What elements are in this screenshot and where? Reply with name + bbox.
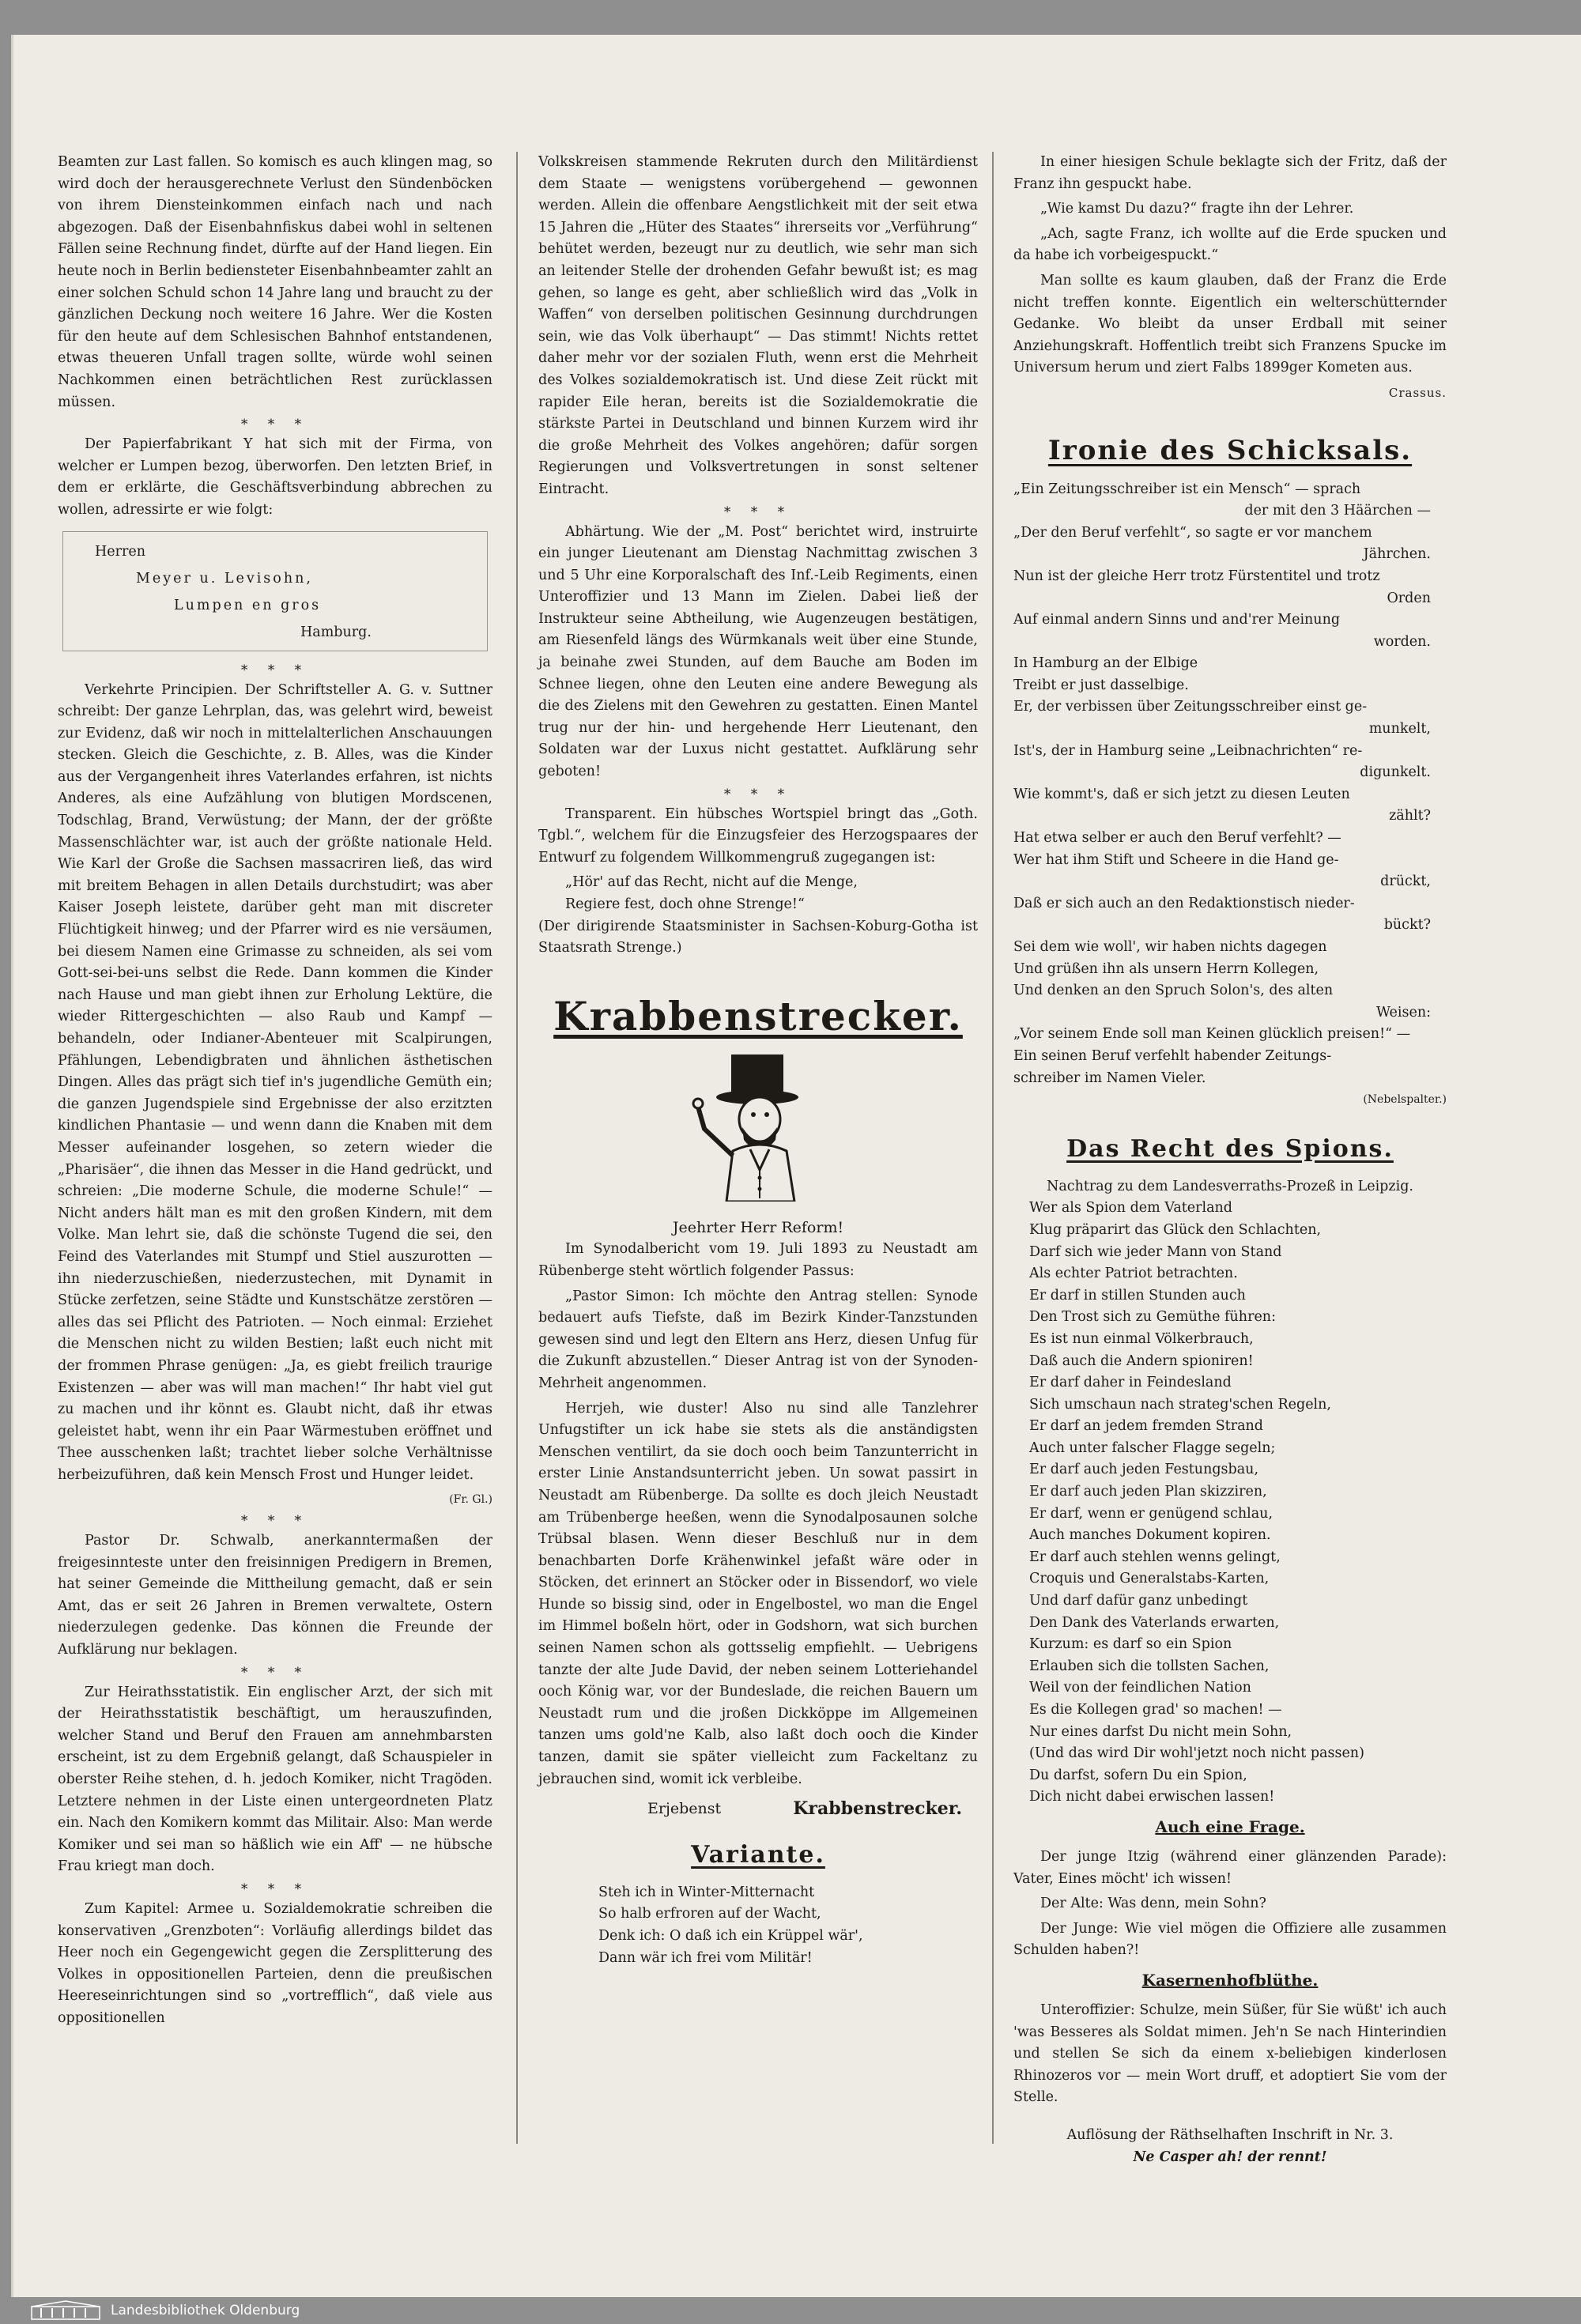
spion-poem bbox=[1013, 1198, 1447, 1809]
address-line: Herren bbox=[95, 543, 145, 560]
poem-line: schreiber im Namen Vieler. bbox=[1013, 1070, 1206, 1086]
column-3 bbox=[1013, 152, 1447, 2168]
poem-line: Dich nicht dabei erwischen lassen! bbox=[1029, 1789, 1275, 1805]
poem-line: Er darf auch jeden Festungsbau, bbox=[1029, 1462, 1259, 1478]
separator-stars: * * * bbox=[240, 1664, 310, 1681]
poem-line: Hat etwa selber er auch den Beruf verfehlt? — bbox=[1013, 830, 1341, 847]
verse-line: „Hör' auf das Recht, nicht auf die Menge, bbox=[565, 874, 858, 891]
article-paragraph: Man sollte es kaum glauben, daß der Franz die Erde nicht treffen konnte. Eigentlich ein welterschütternder Gedanke. Wo bleibt da unser Erdball mit seiner Anziehungskraft. Hoffentlich treibt sich Franzens Spucke im Universum herum und ziert Falbs 1899ger Kometen aus. bbox=[1013, 272, 1447, 376]
poem-line: worden. bbox=[1373, 633, 1431, 650]
library-name: Landesbibliothek Oldenburg bbox=[111, 2303, 300, 2318]
poem-line: Und darf dafür ganz unbedingt bbox=[1029, 1593, 1248, 1609]
article-paragraph: Abhärtung. Wie der „M. Post“ berichtet wird, instruirte ein junger Lieutenant am Dienstag Nachmittag zwischen 3 und 5 Uhr eine Korporalschaft des Inf.-Leib Regiments, einen Unteroffizier und 13 Mann im Zielen. Dabei ließ der Instrukteur seine Abtheilung, wie Augenzeugen bestätigen, am Riesenfeld längs des Würmkanals weit über eine Stunde, ja beinahe zwei Stunden, auf dem Bauche am Boden im Schnee liegen, ohne den Leuten eine andere Bewegung als die des Zielens mit den Gewehren zu gestatten. Einen Mantel trug nur der hin- und hergehende Herr Lieutenant, den Soldaten war der Luxus nicht gestattet. Aufklärung sehr geboten! bbox=[538, 523, 978, 780]
poem-line: Er, der verbissen über Zeitungsschreiber einst ge- bbox=[1013, 699, 1368, 715]
poem-line: Jährchen. bbox=[1363, 546, 1431, 563]
poem-line: der mit den 3 Häärchen — bbox=[1244, 503, 1431, 519]
article-paragraph: Zum Kapitel: Armee u. Sozialdemokratie schreiben die konservativen „Grenzboten“: Vorläufig allerdings bildet das Heer noch ein Gegengewicht gegen die Zersplitterung des Volkes in oppositionellen Parteien, denn die preußischen Heereseinrichtungen sind so „vortrefflich“, daß viele aus oppositionellen bbox=[58, 1900, 492, 2026]
poem-line: Daß er sich auch an den Redaktionstisch nieder- bbox=[1013, 895, 1355, 911]
address-line: Meyer u. Levisohn, bbox=[136, 570, 313, 587]
poem-line: Und denken an den Spruch Solon's, des alten bbox=[1013, 983, 1334, 999]
poem-line: munkelt, bbox=[1368, 721, 1431, 738]
address-line: Lumpen en gros bbox=[174, 597, 322, 613]
separator-stars: * * * bbox=[723, 504, 793, 520]
footer-bar bbox=[0, 2297, 1581, 2324]
poem-line: Den Dank des Vaterlands erwarten, bbox=[1029, 1614, 1280, 1631]
verse-line: So halb erfroren auf der Wacht, bbox=[598, 1906, 821, 1922]
signature bbox=[538, 1798, 978, 1820]
ironie-title: Ironie des Schicksals. bbox=[1047, 434, 1413, 466]
separator-stars: * * * bbox=[240, 1513, 310, 1530]
spion-subtitle: Nachtrag zu dem Landesverraths-Prozeß in Leipzig. bbox=[1047, 1178, 1413, 1194]
poem-line: Weil von der feindlichen Nation bbox=[1029, 1680, 1251, 1696]
poem-line: Er darf auch stehlen wenns gelingt, bbox=[1029, 1549, 1281, 1565]
poem-line: Wie kommt's, daß er sich jetzt zu diesen Leuten bbox=[1013, 786, 1350, 802]
poem-line: Auf einmal andern Sinns und and'rer Meinung bbox=[1013, 612, 1341, 628]
article-paragraph: „Pastor Simon: Ich möchte den Antrag stellen: Synode bedauert aufs Tiefste, daß im Bezirk Kinder-Tanzstunden gewesen sind und legt den Eltern ans Herz, diesen Unfug für die Zukunft abzustellen.“ Dieser Antrag ist von der Synoden-Mehrheit angenommen. bbox=[538, 1288, 978, 1391]
separator-stars: * * * bbox=[240, 1881, 310, 1897]
krabbenstrecker-title: Krabbenstrecker. bbox=[553, 992, 963, 1039]
article-paragraph: Verkehrte Principien. Der Schriftsteller A. G. v. Suttner schreibt: Der ganze Lehrplan, das, was gelehrt wird, beweist zur Evidenz, daß wir noch in mittelalterlichen Anschauungen stecken. Gleich die Geschichte, z. B. Alles, was die Kinder aus der Vergangenheit ihres Vaterlandes erfahren, ist nichts Anderes, als eine Aufzählung von blutigen Mordscenen, Todschlag, Brand, Verwüstung; der Mann, der der größte Massenschlächter war, ist auch der größte nationale Held. Wie Karl der Große die Sachsen massacriren ließ, das wird mit breitem Behagen in allen Details durchstudirt; was aber Kaiser Joseph leistete, darüber geht man mit discreter Flüchtigkeit hinweg; und der Pfarrer wird es nie versäumen, bei diesem Namen eine Grimasse zu schneiden, als sei vom Gott-sei-bei-uns selbst die Rede. Dann kommen die Kinder nach Hause und man giebt ihnen zur Erholung Lektüre, die wieder Rittergeschichten — also Raub und Kampf — behandeln, oder Indianer-Abenteuer mit Scalpirungen, Pfählungen, Lebendigbraten und ähnlichen ästhetischen Dingen. Alles das prägt sich tief in's jugendliche Gemüth ein; die ganzen Jugendspiele sind Ergebnisse der also erzitzten kindlichen Phantasie — und wenn dann die Knaben mit dem Messer aufeinander losgehen, so zetern wieder die „Pharisäer“, die ihnen das Messer in die Hand gedrückt, und schreien: „Die moderne Schule, die moderne Schule!“ — Nicht anders hält man es mit den großen Kindern, mit dem Volke. Man lehrt sie, daß die schönste Tugend die sei, den Feind des Vaterlandes mit Stumpf und Stiel auszurotten — ihn niederzuschießen, niederzustechen, mit Dynamit in Stücke zerfetzen, seine Städte und Kunstschätze zerstören — alles das sei Pflicht des Patrioten. — Noch einmal: Erziehet die Menschen nicht zu wilden Bestien; laßt euch nicht mit der frommen Phrase genügen: „Ja, es giebt freilich traurige Existenzen — aber was will man machen!“ Ihr habt viel gut zu machen und ihr könnt es. Glaubt nicht, daß ihr etwas geleistet habt, wenn ihr ein Paar Wärmestuben eröffnet und Thee ausschenken laßt; trachtet lieber solche Verhältnisse herbeizuführen, daß kein Mensch Frost und Hunger leidet. bbox=[58, 681, 492, 1483]
poem-line: In Hamburg an der Elbige bbox=[1013, 655, 1198, 672]
poem-line: Sich umschaun nach strateg'schen Regeln, bbox=[1029, 1396, 1331, 1413]
poem-line: Nur eines darfst Du nicht mein Sohn, bbox=[1029, 1723, 1292, 1740]
top-hat-man-illustration bbox=[687, 1051, 829, 1202]
poem-line: Und grüßen ihn als unsern Herrn Kollegen, bbox=[1013, 960, 1319, 977]
article-paragraph: Volkskreisen stammende Rekruten durch den Militärdienst dem Staate — wenigstens vorübergehend — gewonnen werden. Allein die offenbare Aengstlichkeit mit der seit etwa 15 Jahren die „Hüter des Staates“ ihrerseits vor „Verführung“ behütet werden, bezeugt nur zu deutlich, wie sehr man sich an leitender Stelle der drohenden Gefahr bewußt ist; es mag gehen, so lange es geht, aber schließlich wird das „Volk in Waffen“ von derselben politischen Gesinnung durchdrungen sein, wie das Volk überhaupt“ — Das stimmt! Nichts rettet daher mehr vor der sozialen Fluth, wenn erst die Mehrheit des Volkes sozialdemokratisch ist. Und diese Zeit rückt mit rapider Eile heran, bereits ist die Sozialdemokratie die stärkste Partei in Deutschland und binnen Kurzem wird ihr die große Mehrheit des Volkes angehören; dafür sorgen Regierungen und Volksvertretungen in sonst seltener Eintracht. bbox=[538, 154, 978, 497]
signature-name: Krabbenstrecker. bbox=[793, 1798, 962, 1820]
separator-stars: * * * bbox=[240, 662, 310, 678]
puzzle-solution-label: Auflösung der Räthselhaften Inschrift in Nr. 3. bbox=[1066, 2126, 1394, 2143]
puzzle-solution: Ne Casper ah! der rennt! bbox=[1133, 2149, 1327, 2165]
dialogue-line: Der Junge: Wie viel mögen die Offiziere alle zusammen Schulden haben?! bbox=[1013, 1920, 1447, 1959]
note: (Der dirigirende Staatsminister in Sachsen-Koburg-Gotha ist Staatsrath Strenge.) bbox=[538, 918, 978, 956]
poem-line: „Vor seinem Ende soll man Keinen glücklich preisen!“ — bbox=[1013, 1026, 1411, 1043]
verse-line: Regiere fest, doch ohne Strenge!“ bbox=[565, 896, 805, 912]
poem-line: Auch manches Dokument kopiren. bbox=[1029, 1527, 1271, 1544]
poem-line: Daß auch die Andern spioniren! bbox=[1029, 1353, 1254, 1369]
poem-line: „Ein Zeitungsschreiber ist ein Mensch“ — sprach bbox=[1013, 481, 1361, 497]
poem-line: Weisen: bbox=[1375, 1004, 1431, 1021]
article-paragraph: Herrjeh, wie duster! Also nu sind alle Tanzlehrer Unfugstifter un ick habe sie stets als die anständigsten Menschen ventilirt, da sie doch ooch beim Tanzunterricht in erster Linie Anstandsunterricht jeben. Un sowat passirt in Neustadt am Rübenberge. Da sollte es doch jleich Neustadt am Trübenberge heeßen, wenn die Synodalposaunen solche Trübsal blasen. Wenn dieser Beschluß nur in dem benachbarten Dorfe Krähenwinkel jefaßt wäre oder in Stöcken, det erinnert an Stöcker oder in Bissendorf, wo viele Hunde so bissig sind, oder in Engelbostel, wo man die Engel im Himmel boßeln hört, oder in Godshorn, wat sich burchen seinen Namen schon als gottsselig empfiehlt. — Uebrigens tanzte der alte Jude David, der neben seinem Lotteriehandel ooch König war, vor der Bundeslade, die reichen Bauern um Neustadt rum und die jroßen Dickköppe im Allgemeinen tanzen ums gold'ne Kalb, also laßt doch ooch die Kinder tanzen, damit sie später vielleicht zum Fackeltanz zu jebrauchen sind, womit ick verbleibe. bbox=[538, 1400, 978, 1787]
address-line: Hamburg. bbox=[300, 624, 372, 640]
poem-line: Er darf auch jeden Plan skizziren, bbox=[1029, 1484, 1267, 1500]
separator-stars: * * * bbox=[240, 417, 310, 433]
greeting: Jeehrter Herr Reform! bbox=[672, 1218, 844, 1236]
column-divider bbox=[516, 152, 518, 2144]
poem-line: Erlauben sich die tollsten Sachen, bbox=[1029, 1658, 1270, 1674]
signature-greeting: Erjebenst bbox=[647, 1800, 722, 1818]
poem-line: zählt? bbox=[1389, 808, 1431, 824]
library-building-icon bbox=[30, 2300, 101, 2321]
frage-title: Auch eine Frage. bbox=[1155, 1817, 1305, 1836]
article-paragraph: Pastor Dr. Schwalb, anerkanntermaßen der freigesinnteste unter den freisinnigen Predigern in Bremen, hat seiner Gemeinde die Mittheilung gemacht, daß er sein Amt, das er seit 26 Jahren in Bremen verwaltete, Ostern niederzulegen gedenke. Das können die Freunde der Aufklärung nur beklagen. bbox=[58, 1533, 492, 1658]
poem-line: Wer hat ihm Stift und Scheere in die Hand ge- bbox=[1013, 851, 1339, 868]
poem-line: Es ist nun einmal Völkerbrauch, bbox=[1029, 1330, 1254, 1347]
author: Crassus. bbox=[1388, 385, 1447, 400]
verse-line: Denk ich: O daß ich ein Krüppel wär', bbox=[598, 1928, 863, 1944]
article-paragraph: Der Papierfabrikant Y hat sich mit der Firma, von welcher er Lumpen bezog, überworfen. Den letzten Brief, in dem er erklärte, die Geschäftsverbindung abbrechen zu wollen, adressirte er wie folgt: bbox=[58, 436, 492, 518]
poem-line: Kurzum: es darf so ein Spion bbox=[1029, 1636, 1232, 1653]
source-note: (Nebelspalter.) bbox=[1363, 1093, 1447, 1107]
poem-line: Orden bbox=[1387, 590, 1431, 606]
poem-line: bückt? bbox=[1383, 917, 1431, 934]
column-divider bbox=[992, 152, 994, 2144]
poem-line: (Und das wird Dir wohl'jetzt noch nicht passen) bbox=[1029, 1745, 1364, 1762]
poem-line: Sei dem wie woll', wir haben nichts dagegen bbox=[1013, 939, 1327, 955]
verse-line: Steh ich in Winter-Mitternacht bbox=[598, 1884, 815, 1900]
column-1 bbox=[58, 152, 492, 2033]
poem-line: digunkelt. bbox=[1360, 764, 1431, 781]
kasernen-title: Kasernenhofblüthe. bbox=[1141, 1970, 1319, 1990]
transparent-verse bbox=[538, 872, 978, 915]
poem-line: Auch unter falscher Flagge segeln; bbox=[1029, 1439, 1276, 1456]
column-2 bbox=[538, 152, 978, 1969]
variante-verse bbox=[538, 1882, 978, 1969]
article-paragraph: Unteroffizier: Schulze, mein Süßer, für Sie wüßt' ich auch 'was Besseres als Soldat mimen. Jeh'n Se nach Hinterindien und stellen Se sich da einem x-beliebigen kinderlosen Rhinozeros vor — mein Wort druff, et adoptiert Sie vom der Stelle. bbox=[1013, 2001, 1447, 2106]
article-paragraph: „Ach, sagte Franz, ich wollte auf die Erde spucken und da habe ich vorbeigespuckt.“ bbox=[1013, 225, 1447, 264]
poem-line: Croquis und Generalstabs-Karten, bbox=[1029, 1571, 1270, 1587]
poem-line: drückt, bbox=[1380, 873, 1431, 890]
poem-line: Klug präparirt das Glück den Schlachten, bbox=[1029, 1221, 1322, 1238]
poem-line: Darf sich wie jeder Mann von Stand bbox=[1029, 1243, 1282, 1260]
verse-line: Dann wär ich frei vom Militär! bbox=[598, 1949, 813, 1966]
poem-line: Er darf, wenn er genügend schlau, bbox=[1029, 1505, 1273, 1522]
poem-line: Treibt er just dasselbige. bbox=[1013, 677, 1189, 693]
spion-title: Das Recht des Spions. bbox=[1066, 1134, 1394, 1163]
poem-line: Er darf an jedem fremden Strand bbox=[1029, 1418, 1263, 1435]
article-paragraph: In einer hiesigen Schule beklagte sich der Fritz, daß der Franz ihn gespuckt habe. bbox=[1013, 154, 1447, 192]
source-note: (Fr. Gl.) bbox=[449, 1493, 492, 1507]
poem-line: Ist's, der in Hamburg seine „Leibnachrichten“ re- bbox=[1013, 742, 1363, 759]
poem-line: Er darf daher in Feindesland bbox=[1029, 1375, 1232, 1391]
poem-line: Es die Kollegen grad' so machen! — bbox=[1029, 1702, 1282, 1718]
dialogue-line: Der Alte: Was denn, mein Sohn? bbox=[1040, 1896, 1266, 1912]
poem-line: Ein seinen Beruf verfehlt habender Zeitungs- bbox=[1013, 1047, 1332, 1064]
variante-title: Variante. bbox=[691, 1840, 825, 1869]
article-paragraph: Transparent. Ein hübsches Wortspiel bringt das „Goth. Tgbl.“, welchem für die Einzugsfeier des Herzogspaares der Entwurf zu folgendem Willkommengruß zugegangen ist: bbox=[538, 805, 978, 866]
poem-line: „Der den Beruf verfehlt“, so sagte er vor manchem bbox=[1013, 524, 1372, 541]
dialogue-line: Der junge Itzig (während einer glänzenden Parade): Vater, Eines möcht' ich wissen! bbox=[1013, 1848, 1447, 1887]
poem-line: Den Trost sich zu Gemüthe führen: bbox=[1029, 1309, 1276, 1326]
article-paragraph: Im Synodalbericht vom 19. Juli 1893 zu Neustadt am Rübenberge steht wörtlich folgender Passus: bbox=[538, 1241, 978, 1279]
separator-stars: * * * bbox=[723, 786, 793, 802]
article-paragraph: „Wie kamst Du dazu?“ fragte ihn der Lehrer. bbox=[1040, 201, 1354, 217]
article-paragraph: Beamten zur Last fallen. So komisch es auch klingen mag, so wird doch der herausgerechnete Verlust den Sündenböcken von ihrem Diensteinkommen einfach nach und nach abgezogen. Daß der Eisenbahnfiskus dabei wohl in seltenen Fällen seine Rechnung findet, dürfte auf der Hand liegen. Ein heute noch in Berlin bediensteter Eisenbahnbeamter zahlt an einer solchen Schuld schon 14 Jahre lang und braucht zu der gänzlichen Deckung noch weitere 16 Jahre. Wer die Kosten für den heute auf dem Schlesischen Bahnhof entstandenen, etwas theueren Unfall tragen sollte, würde wohl seinen Nachkommen einen beträchtlichen Rest zurücklassen müssen. bbox=[58, 154, 492, 410]
article-paragraph: Zur Heirathsstatistik. Ein englischer Arzt, der sich mit der Heirathsstatistik beschäftigt, um herauszufinden, welcher Stand und Beruf den Frauen am annehmbarsten erscheint, ist zu dem Ergebniß gelangt, daß Schauspieler in oberster Reihe stehen, d. h. jedoch Komiker, nicht Tragöden. Letztere nehmen in der Liste einen untergeordneten Platz ein. Nach den Komikern kommt das Militair. Also: Man werde Komiker und sei man so häßlich wie ein Aff' — ne hübsche Frau kriegt man doch. bbox=[58, 1684, 492, 1875]
poem-line: Wer als Spion dem Vaterland bbox=[1029, 1200, 1233, 1217]
poem-line: Als echter Patriot betrachten. bbox=[1029, 1266, 1238, 1282]
poem-line: Nun ist der gleiche Herr trotz Fürstentitel und trotz bbox=[1013, 568, 1380, 584]
address-box bbox=[62, 531, 488, 651]
poem-line: Du darfst, sofern Du ein Spion, bbox=[1029, 1767, 1247, 1783]
poem-line: Er darf in stillen Stunden auch bbox=[1029, 1287, 1246, 1303]
ironie-poem bbox=[1013, 479, 1447, 1090]
newspaper-page bbox=[11, 35, 1581, 2297]
